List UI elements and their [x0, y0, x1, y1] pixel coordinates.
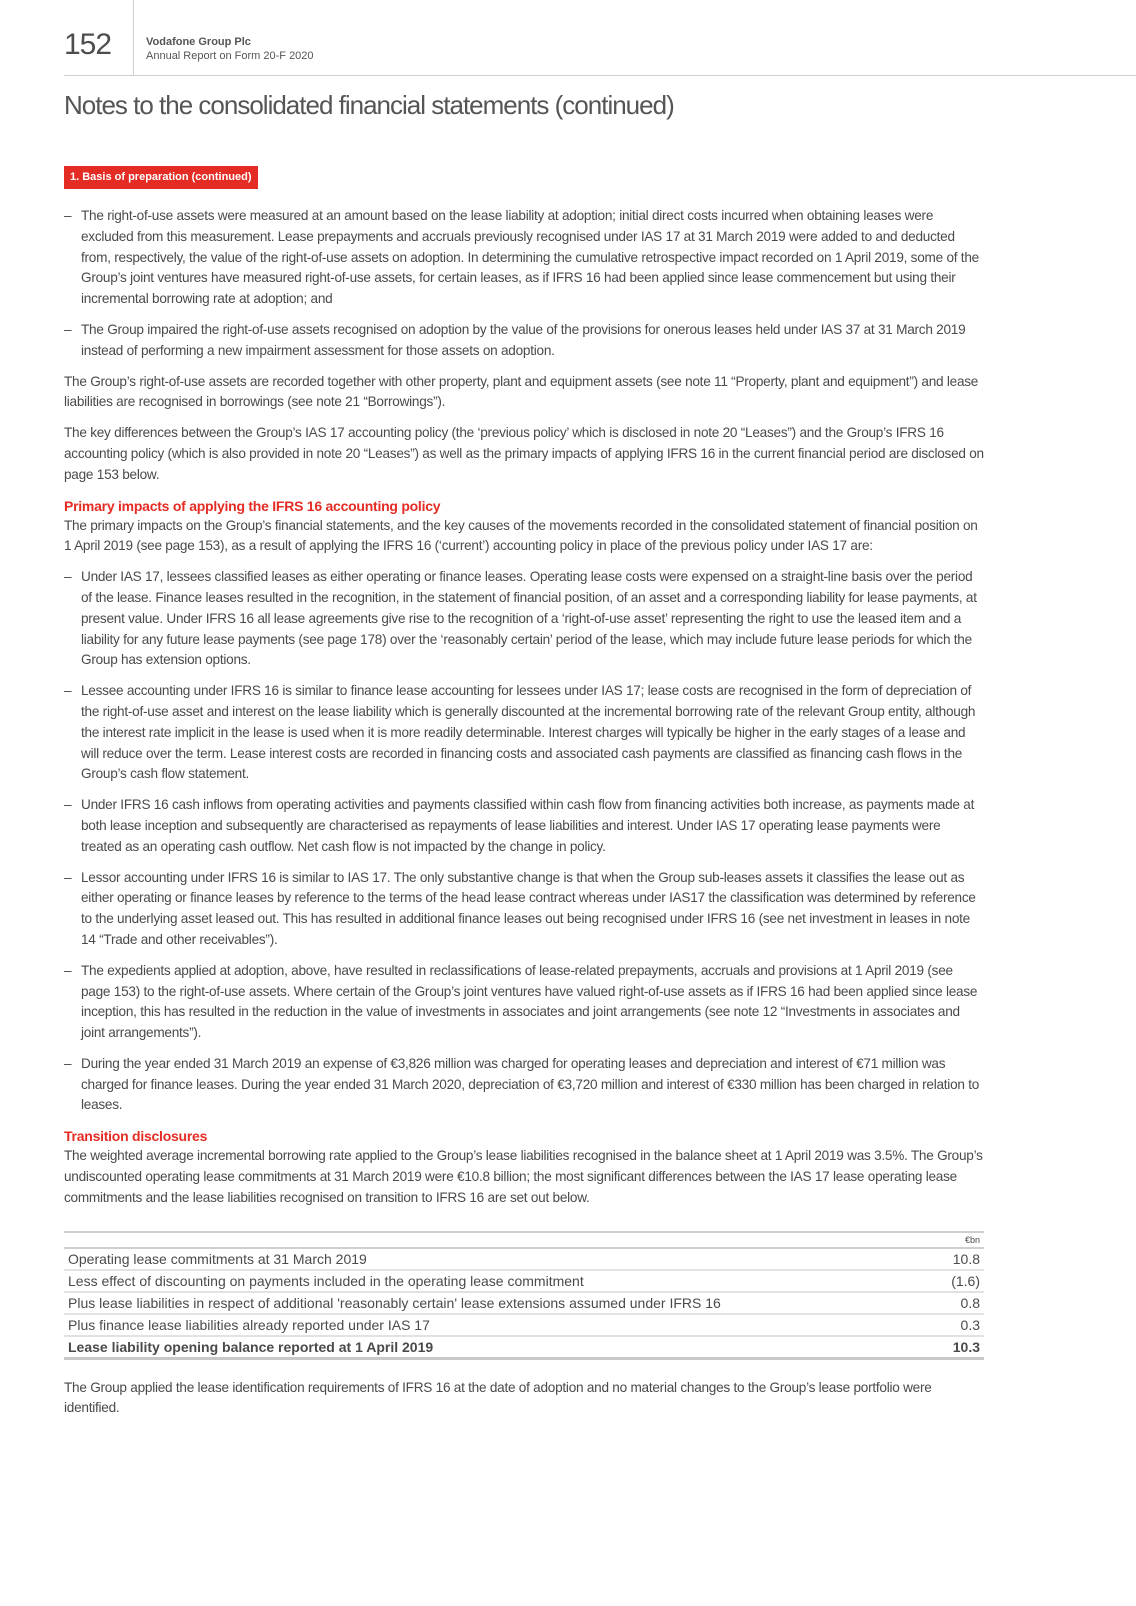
table-row: [64, 1248, 984, 1270]
dash-bullet-icon: –: [64, 1055, 72, 1071]
dash-bullet-icon: –: [64, 208, 72, 223]
reconciliation-table: [64, 1231, 984, 1360]
section-heading: Primary impacts of applying the IFRS 16 accounting policy: [64, 497, 441, 514]
row-value: 0.3: [906, 1314, 984, 1336]
row-value: 10.8: [906, 1248, 984, 1270]
dash-bullet-icon: –: [64, 869, 72, 885]
row-value: 0.8: [906, 1292, 984, 1314]
dash-bullet-icon: –: [64, 683, 72, 699]
dash-bullet-icon: –: [64, 569, 72, 585]
unit-label: €bn: [906, 1232, 984, 1248]
list-item: – Under IAS 17, lessees classified leases as either operating or finance leases. Operating lease costs were expensed on a straight-line basis over the period of the lease. Finance leases resulted in the recognition, in the statement of financial position, of an asset and a corresponding liability for lease payments, at present value. Under IFRS 16 all lease agreements give rise to the recognition of a ‘right-of-use asset’ representing the right to use the leased item and a liability for any future lease payments (see page 178) over the ‘reasonably certain’ period of the lease, which may include future lease periods for which the Group has extension options.: [64, 569, 977, 668]
list-item: – The right-of-use assets were measured at an amount based on the lease liability at adoption; initial direct costs incurred when obtaining leases were excluded from this measurement. Lease prepayments and accruals previously recognised under IAS 17 at 31 March 2019 were added to and deducted from, respectively, the value of the right-of-use assets on adoption. In determining the cumulative retrospective impact recorded on 1 April 2019, some of the Group’s joint ventures have measured right-of-use assets, for certain leases, as if IFRS 16 had been applied since lease commencement but using their incremental borrowing rate at adoption; and: [64, 208, 979, 307]
paragraph: The primary impacts on the Group’s financial statements, and the key causes of the movements recorded in the consolidated statement of financial position on 1 April 2019 (see page 153), as a result of applying the IFRS 16 (‘current’) accounting policy in place of the previous policy under IAS 17 are:: [64, 517, 978, 554]
dash-bullet-icon: –: [64, 962, 72, 978]
list-item: – Lessee accounting under IFRS 16 is similar to finance lease accounting for lessees under IAS 17; lease costs are recognised in the form of depreciation of the right-of-use asset and interest on the lease liability which is generally discounted at the incremental borrowing rate of the relevant Group entity, although the interest rate implicit in the lease is used when it is more readily determinable. Interest charges will typically be higher in the early stages of a lease and will reduce over the term. Lease interest costs are recorded in financing costs and associated cash payments are classified as financing cash flows in the Group’s cash flow statement.: [64, 683, 976, 782]
section-heading: Transition disclosures: [64, 1128, 208, 1145]
paragraph: The weighted average incremental borrowing rate applied to the Group’s lease liabilities recognised in the balance sheet at 1 April 2019 was 3.5%. The Group’s undiscounted operating lease commitments at 31 March 2019 were €10.8 billion; the most significant differences between the IAS 17 lease operating lease commitments and the lease liabilities recognised on transition to IFRS 16 are set out below.: [64, 1148, 983, 1205]
body-content: [64, 206, 984, 1429]
page-title: Notes to the consolidated financial statements (continued): [64, 90, 674, 120]
list-item: – Under IFRS 16 cash inflows from operating activities and payments classified within cash flow from financing activities both increase, as payments made at both lease inception and subsequently are characterised as repayments of lease liabilities and interest. Under IAS 17 operating lease payments were treated as an operating cash outflow. Net cash flow is not impacted by the change in policy.: [64, 797, 975, 854]
section-label: 1. Basis of preparation (continued): [64, 166, 258, 189]
company-name: Vodafone Group Plc: [146, 36, 251, 48]
dash-bullet-icon: –: [64, 321, 72, 337]
list-item: – The expedients applied at adoption, above, have resulted in reclassifications of lease-related prepayments, accruals and provisions at 1 April 2019 (see page 153) to the right-of-use assets. Where certain of the Group’s joint ventures have valued right-of-use assets as if IFRS 16 had been applied since lease inception, this has resulted in the reduction in the value of investments in associates and joint arrangements (see note 12 “Investments in associates and joint arrangements”).: [64, 962, 978, 1041]
header-divider: [133, 0, 134, 75]
table-row: [64, 1314, 984, 1336]
total-label: Lease liability opening balance reported at 1 April 2019: [64, 1336, 906, 1359]
row-value: (1.6): [906, 1270, 984, 1292]
header-rule: [64, 75, 1136, 76]
row-label: Operating lease commitments at 31 March 2019: [64, 1248, 906, 1270]
paragraph: The Group’s right-of-use assets are recorded together with other property, plant and equipment assets (see note 11 “Property, plant and equipment”) and lease liabilities are recognised in borrowings (see note 21 “Borrowings”).: [64, 373, 979, 410]
list-item: – Lessor accounting under IFRS 16 is similar to IAS 17. The only substantive change is that when the Group sub-leases assets it classifies the lease out as either operating or finance leases by reference to the terms of the head lease contract whereas under IAS17 the classification was determined by reference to the underlying asset leased out. This has resulted in additional finance leases out being recognised under IFRS 16 (see net investment in leases in note 14 “Trade and other receivables”).: [64, 869, 976, 947]
paragraph: The key differences between the Group’s IAS 17 accounting policy (the ‘previous policy’ which is disclosed in note 20 “Leases”) and the Group’s IFRS 16 accounting policy (which is also provided in note 20 “Leases”) as well as the primary impacts of applying IFRS 16 in the current financial period are disclosed on page 153 below.: [64, 425, 984, 482]
table-unit-row: [64, 1232, 984, 1248]
row-label: Less effect of discounting on payments included in the operating lease commitment: [64, 1270, 906, 1292]
dash-bullet-icon: –: [64, 797, 72, 813]
table-row: [64, 1292, 984, 1314]
list-item: – During the year ended 31 March 2019 an expense of €3,826 million was charged for operating leases and depreciation and interest of €71 million was charged for finance leases. During the year ended 31 March 2020, depreciation of €3,720 million and interest of €330 million has been charged in relation to leases.: [64, 1055, 980, 1113]
paragraph: The Group applied the lease identification requirements of IFRS 16 at the date of adoption and no material changes to the Group’s lease portfolio were identified.: [64, 1379, 932, 1416]
row-label: Plus finance lease liabilities already reported under IAS 17: [64, 1314, 906, 1336]
page-number: 152: [64, 28, 112, 61]
report-name: Annual Report on Form 20-F 2020: [146, 50, 314, 62]
row-label: Plus lease liabilities in respect of additional 'reasonably certain' lease extensions assumed under IFRS 16: [64, 1292, 906, 1314]
list-item: – The Group impaired the right-of-use assets recognised on adoption by the value of the provisions for onerous leases held under IAS 37 at 31 March 2019 instead of performing a new impairment assessment for those assets on adoption.: [64, 321, 966, 358]
table-total-row: [64, 1336, 984, 1359]
table-row: [64, 1270, 984, 1292]
total-value: 10.3: [906, 1336, 984, 1359]
